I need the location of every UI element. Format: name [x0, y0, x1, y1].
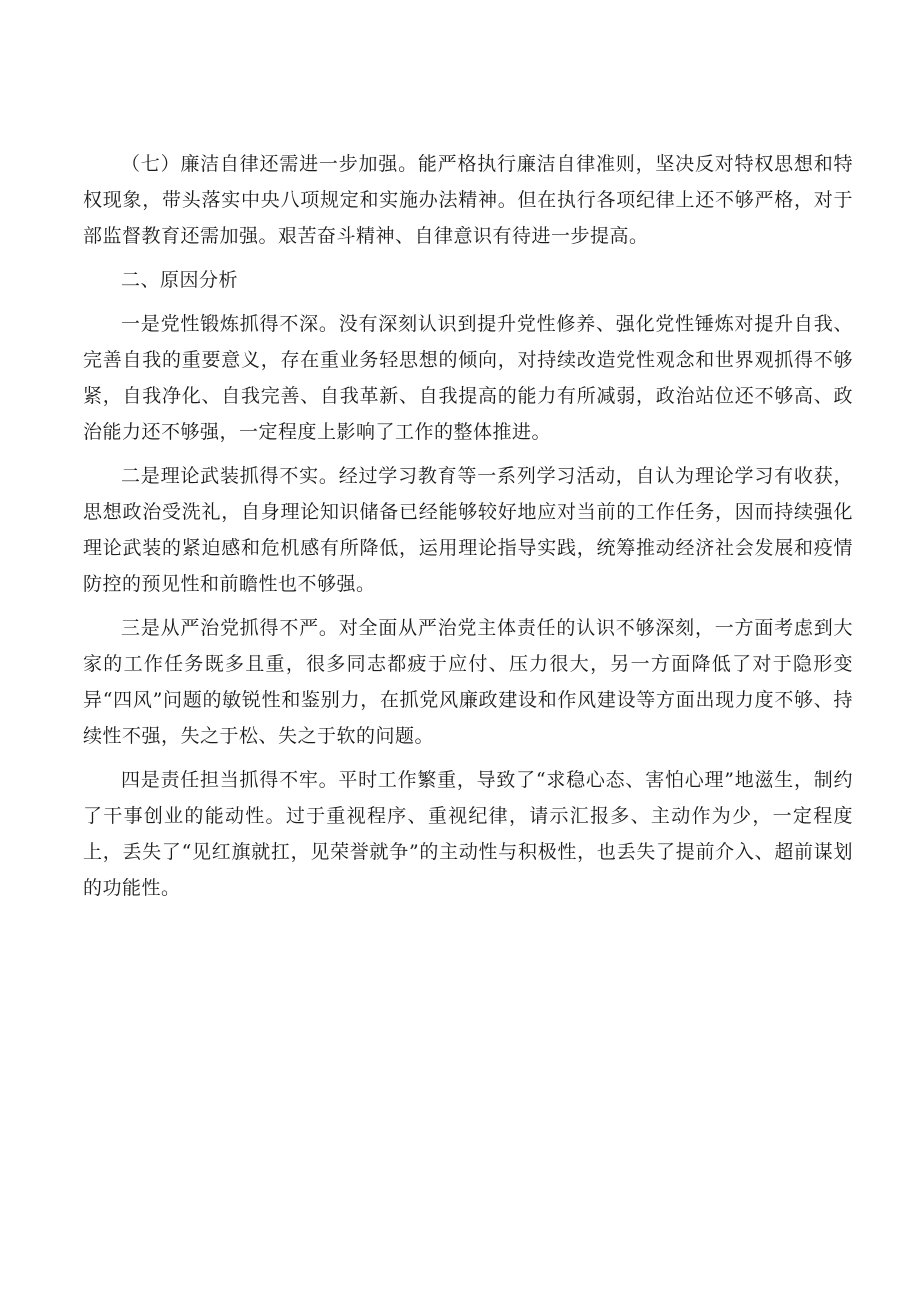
paragraph-integrity: （七）廉洁自律还需进一步加强。能严格执行廉洁自律准则，坚决反对特权思想和特权现象，带头落实中央八项规定和实施办法精神。但在执行各项纪律上还不够严格，对于部监督教育还需加强。艰苦奋斗精神、自律意识有待进一步提高。	[83, 153, 853, 247]
paragraph-responsibility: 四是责任担当抓得不牢。平时工作繁重，导致了“求稳心态、害怕心理”地滋生，制约了干事创业的能动性。过于重视程序、重视纪律，请示汇报多、主动作为少，一定程度上，丢失了“见红旗就扛，见荣誉就争”的主动性与积极性，也丢失了提前介入、超前谋划的功能性。	[83, 769, 853, 899]
paragraph-strict-governance: 三是从严治党抓得不严。对全面从严治党主体责任的认识不够深刻，一方面考虑到大家的工作任务既多且重，很多同志都疲于应付、压力很大，另一方面降低了对于隐形变异“四风”问题的敏锐性和鉴别力，在抓党风廉政建设和作风建设等方面出现力度不够、持续性不强，失之于松、失之于软的问题。	[83, 617, 853, 747]
document-body	[83, 146, 853, 906]
paragraph-party-spirit: 一是党性锻炼抓得不深。没有深刻认识到提升党性修养、强化党性锤炼对提升自我、完善自我的重要意义，存在重业务轻思想的倾向，对持续改造党性观念和世界观抓得不够紧，自我净化、自我完善、自我革新、自我提高的能力有所减弱，政治站位还不够高、政治能力还不够强，一定程度上影响了工作的整体推进。	[83, 313, 853, 443]
section-heading-cause-analysis: 二、原因分析	[121, 269, 239, 291]
paragraph-theory-armament: 二是理论武装抓得不实。经过学习教育等一系列学习活动，自认为理论学习有收获，思想政治受洗礼，自身理论知识储备已经能够较好地应对当前的工作任务，因而持续强化理论武装的紧迫感和危机感有所降低，运用理论指导实践，统筹推动经济社会发展和疫情防控的预见性和前瞻性也不够强。	[83, 465, 853, 595]
